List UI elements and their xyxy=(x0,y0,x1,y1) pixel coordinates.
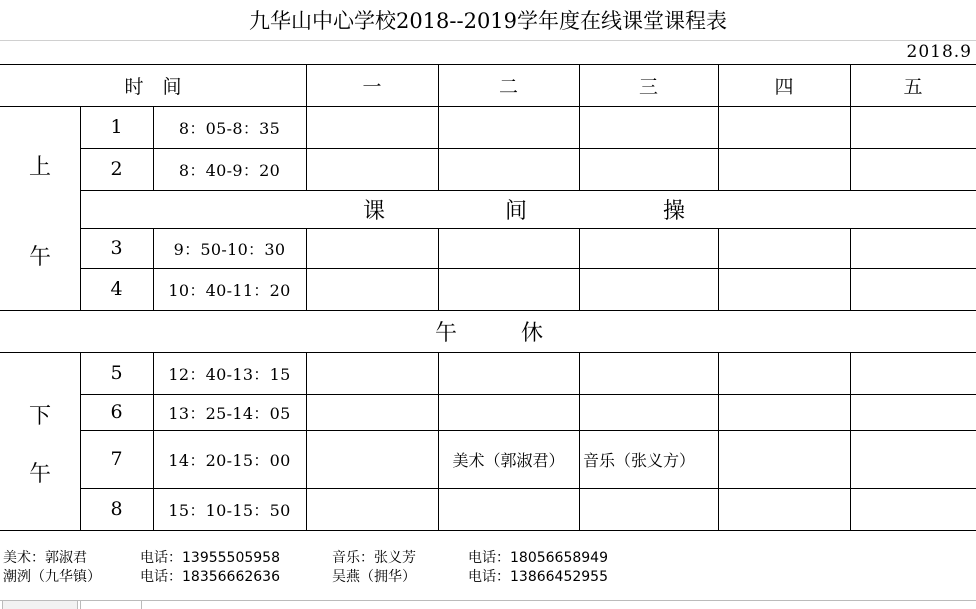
period-time: 13：25-14：05 xyxy=(168,403,291,423)
day-column-border xyxy=(579,228,580,310)
break-exercise-char-1: 课 xyxy=(362,198,385,224)
period-number: 2 xyxy=(110,158,123,180)
section-morning-char-2: 午 xyxy=(28,244,51,270)
day-column-border xyxy=(718,352,719,530)
period-time: 8：05-8：35 xyxy=(178,118,281,138)
day-column-border xyxy=(306,352,307,530)
section-afternoon-char-1: 下 xyxy=(28,403,51,429)
time-header: 时 间 xyxy=(124,75,182,98)
period-time: 10：40-11：20 xyxy=(168,280,291,300)
period-number: 4 xyxy=(110,278,123,300)
class-cell-p7-wed: 音乐（张义方） xyxy=(583,450,696,470)
day-column-border xyxy=(850,228,851,310)
period-time: 9：50-10：30 xyxy=(173,239,286,259)
break-noon-char-1: 午 xyxy=(434,320,457,346)
day-column-border xyxy=(306,228,307,310)
day-column-border xyxy=(718,228,719,310)
period-time: 15：10-15：50 xyxy=(168,500,291,520)
section-morning-char-1: 上 xyxy=(28,154,51,180)
footer-contact-phone: 电话：13955505958 xyxy=(140,550,280,566)
period-time: 8：40-9：20 xyxy=(178,160,281,180)
date-label: 2018.9 xyxy=(906,42,972,62)
day-column-border xyxy=(438,228,439,310)
day-header-fri: 五 xyxy=(903,75,923,98)
table-bottom-border xyxy=(0,530,976,531)
day-column-border xyxy=(850,352,851,530)
break-exercise-char-3: 操 xyxy=(662,198,685,224)
break-noon-char-2: 休 xyxy=(520,320,543,346)
period-number: 3 xyxy=(110,237,123,259)
period-time: 12：40-13：15 xyxy=(168,364,291,384)
footer-contact-phone: 电话：18056658949 xyxy=(468,550,608,566)
footer-contact-phone: 电话：13866452955 xyxy=(468,569,608,585)
footer-contact-name: 音乐：张义芳 xyxy=(332,550,416,566)
day-header-thu: 四 xyxy=(774,75,794,98)
sheet-tab-bar-line xyxy=(0,600,976,601)
period-number: 1 xyxy=(110,116,123,138)
footer-contact-name: 吴燕（拥华） xyxy=(332,569,416,585)
footer-contact-name: 潮洌（九华镇） xyxy=(3,569,101,585)
footer-contact-phone: 电话：18356662636 xyxy=(140,569,280,585)
footer-contact-name: 美术：郭淑君 xyxy=(3,550,87,566)
period-number: 8 xyxy=(110,498,123,520)
period-number: 7 xyxy=(110,448,123,470)
period-number: 5 xyxy=(110,362,123,384)
break-exercise-char-2: 间 xyxy=(504,198,527,224)
day-header-mon: 一 xyxy=(362,75,382,98)
period-time: 14：20-15：00 xyxy=(168,450,291,470)
section-afternoon-char-2: 午 xyxy=(28,461,51,487)
row-border xyxy=(0,310,976,311)
class-cell-p7-tue: 美术（郭淑君） xyxy=(452,450,565,470)
day-header-tue: 二 xyxy=(498,75,518,98)
page-title: 九华山中心学校2018--2019学年度在线课堂课程表 xyxy=(248,9,728,33)
day-header-wed: 三 xyxy=(638,75,658,98)
period-number: 6 xyxy=(110,401,123,423)
title-gridline xyxy=(0,40,976,41)
